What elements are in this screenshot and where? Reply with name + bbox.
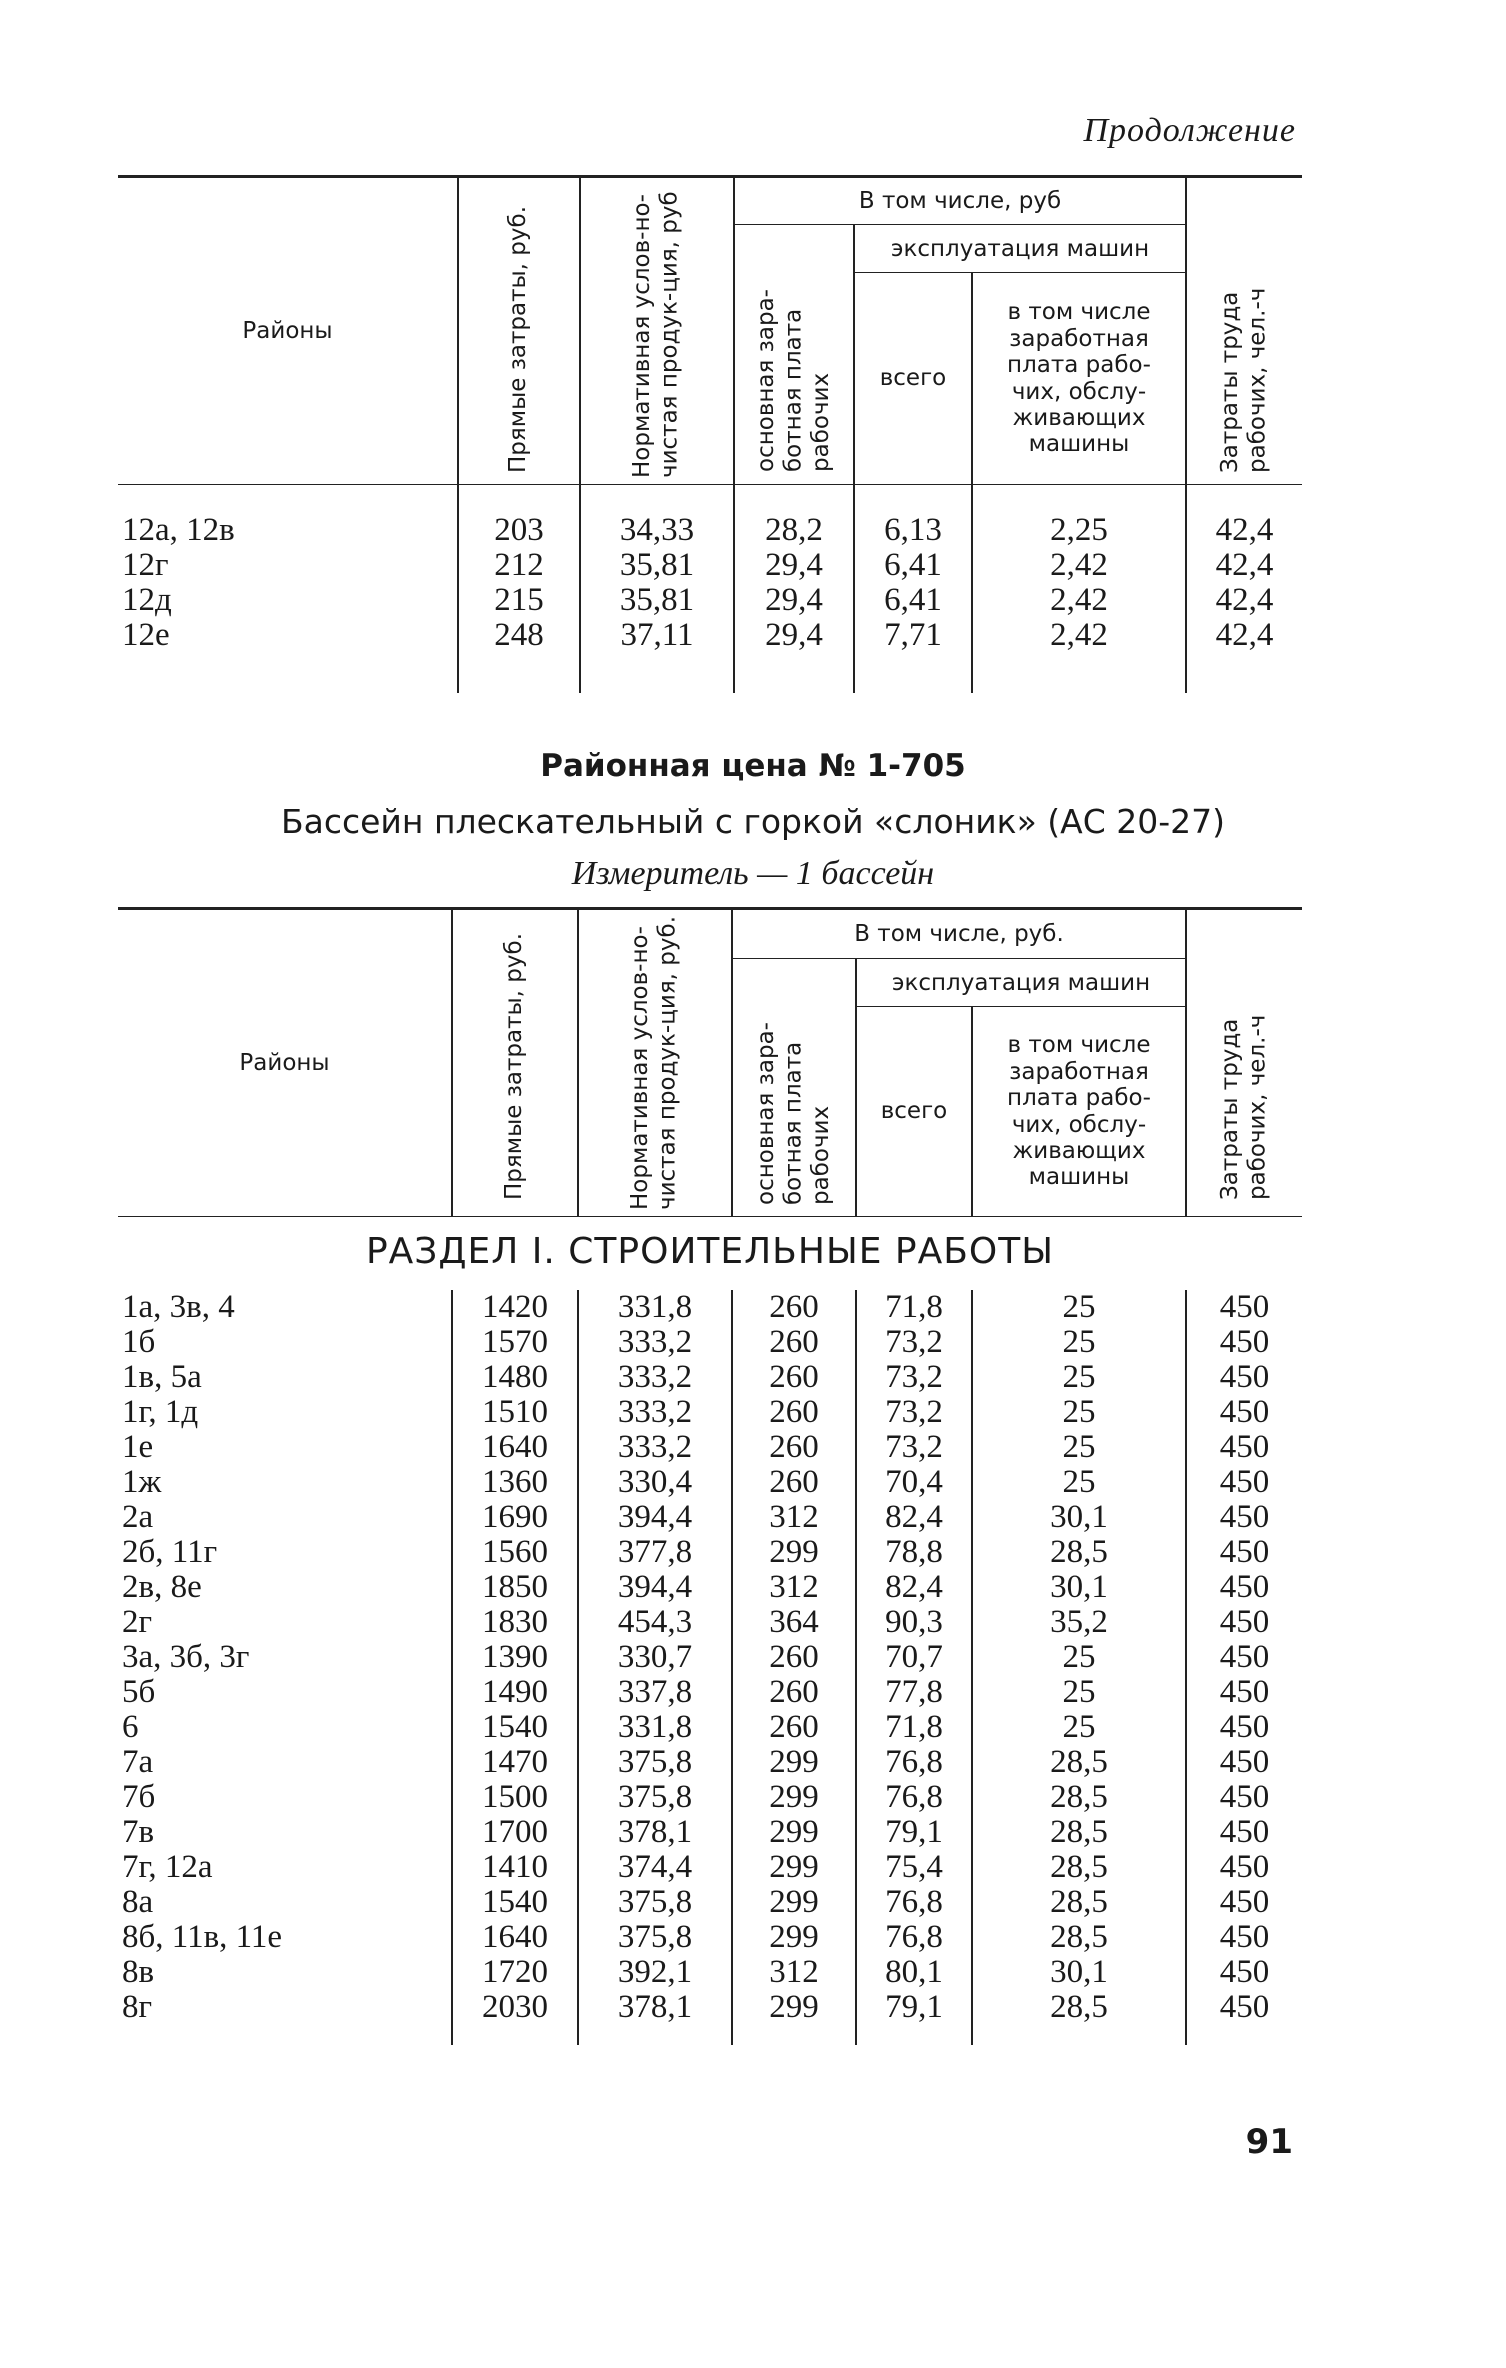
value-cell: 71,8 <box>856 1290 972 1325</box>
value-cell: 1390 <box>452 1640 578 1675</box>
district-cell: 1ж <box>122 1464 162 1500</box>
header-labor-costs: Затраты труда рабочих, чел.-ч <box>1186 909 1302 1217</box>
value-cell: 450 <box>1186 1290 1302 1325</box>
value-cell: 82,4 <box>856 1570 972 1605</box>
value-cell: 394,4 <box>578 1570 732 1605</box>
value-cell: 35,81 <box>580 583 734 618</box>
value-cell: 299 <box>732 1920 856 1955</box>
header-base-wage: основная зара-ботная плата рабочих <box>734 225 854 485</box>
table-row <box>118 1570 1302 1605</box>
value-cell: 299 <box>732 1850 856 1885</box>
value-cell: 374,4 <box>578 1850 732 1885</box>
value-cell: 1690 <box>452 1500 578 1535</box>
value-cell: 1540 <box>452 1885 578 1920</box>
value-cell: 30,1 <box>972 1500 1186 1535</box>
district-cell: 5б <box>122 1674 156 1710</box>
value-cell: 260 <box>732 1675 856 1710</box>
district-cell: 12д <box>122 581 172 618</box>
value-cell: 260 <box>732 1395 856 1430</box>
value-cell: 79,1 <box>856 1815 972 1850</box>
header-direct-costs: Прямые затраты, руб. <box>452 909 578 1217</box>
value-cell: 77,8 <box>856 1675 972 1710</box>
value-cell: 2030 <box>452 1990 578 2025</box>
value-cell: 2,42 <box>972 548 1186 583</box>
district-cell: 7г, 12а <box>122 1849 213 1885</box>
value-cell: 25 <box>972 1290 1186 1325</box>
header-districts: Районы <box>118 909 452 1217</box>
price-subtitle: Бассейн плескательный с горкой «слоник» (АС 20-27) <box>280 802 1226 841</box>
table-row <box>118 1360 1302 1395</box>
value-cell: 76,8 <box>856 1780 972 1815</box>
value-cell: 28,5 <box>972 1535 1186 1570</box>
value-cell: 25 <box>972 1325 1186 1360</box>
value-cell: 454,3 <box>578 1605 732 1640</box>
value-cell: 71,8 <box>856 1710 972 1745</box>
value-cell: 42,4 <box>1186 548 1302 583</box>
value-cell: 450 <box>1186 1360 1302 1395</box>
header-base-wage: основная зара-ботная плата рабочих <box>732 959 856 1217</box>
value-cell: 25 <box>972 1395 1186 1430</box>
value-cell: 333,2 <box>578 1325 732 1360</box>
district-cell: 1а, 3в, 4 <box>122 1289 235 1325</box>
value-cell: 450 <box>1186 1570 1302 1605</box>
page-number: 91 <box>1245 2122 1293 2162</box>
table-row <box>118 1885 1302 1920</box>
district-cell: 2а <box>122 1499 154 1535</box>
value-cell: 34,33 <box>580 513 734 548</box>
header-machine-wage: в том числе заработная плата рабо-чих, обслу-живающих машины <box>972 1007 1186 1217</box>
value-cell: 375,8 <box>578 1780 732 1815</box>
value-cell: 1490 <box>452 1675 578 1710</box>
value-cell: 212 <box>458 548 580 583</box>
table-row <box>118 513 1302 548</box>
header-labor-costs: Затраты труда рабочих, чел.-ч <box>1186 177 1302 485</box>
value-cell: 70,7 <box>856 1640 972 1675</box>
value-cell: 42,4 <box>1186 618 1302 653</box>
value-cell: 37,11 <box>580 618 734 653</box>
district-cell: 1е <box>122 1429 154 1465</box>
value-cell: 260 <box>732 1290 856 1325</box>
district-cell: 3а, 3б, 3г <box>122 1639 250 1675</box>
value-cell: 450 <box>1186 1815 1302 1850</box>
value-cell: 28,5 <box>972 1885 1186 1920</box>
value-cell: 75,4 <box>856 1850 972 1885</box>
value-cell: 2,25 <box>972 513 1186 548</box>
value-cell: 1720 <box>452 1955 578 1990</box>
value-cell: 299 <box>732 1780 856 1815</box>
district-cell: 7в <box>122 1814 155 1850</box>
table-row <box>118 1815 1302 1850</box>
value-cell: 450 <box>1186 1325 1302 1360</box>
value-cell: 82,4 <box>856 1500 972 1535</box>
value-cell: 299 <box>732 1745 856 1780</box>
value-cell: 1700 <box>452 1815 578 1850</box>
table-row <box>118 1325 1302 1360</box>
header-total: всего <box>856 1007 972 1217</box>
value-cell: 1830 <box>452 1605 578 1640</box>
value-cell: 248 <box>458 618 580 653</box>
value-cell: 299 <box>732 1535 856 1570</box>
value-cell: 299 <box>732 1885 856 1920</box>
value-cell: 1360 <box>452 1465 578 1500</box>
value-cell: 6,13 <box>854 513 972 548</box>
value-cell: 450 <box>1186 1395 1302 1430</box>
value-cell: 42,4 <box>1186 583 1302 618</box>
header-including: В том числе, руб <box>734 177 1186 225</box>
value-cell: 260 <box>732 1465 856 1500</box>
district-cell: 12а, 12в <box>122 511 235 548</box>
value-cell: 76,8 <box>856 1885 972 1920</box>
value-cell: 312 <box>732 1570 856 1605</box>
header-machine-wage: в том числе заработная плата рабо-чих, обслу-живающих машины <box>972 273 1186 485</box>
value-cell: 377,8 <box>578 1535 732 1570</box>
table-row <box>118 1500 1302 1535</box>
table-row <box>118 1640 1302 1675</box>
value-cell: 450 <box>1186 1465 1302 1500</box>
table-row <box>118 1465 1302 1500</box>
value-cell: 35,81 <box>580 548 734 583</box>
table-row <box>118 1850 1302 1885</box>
value-cell: 73,2 <box>856 1395 972 1430</box>
header-including: В том числе, руб. <box>732 909 1186 959</box>
table-row <box>118 583 1302 618</box>
table-row <box>118 1605 1302 1640</box>
district-cell: 8б, 11в, 11е <box>122 1919 283 1955</box>
district-price-table-continued <box>118 175 1302 693</box>
value-cell: 80,1 <box>856 1955 972 1990</box>
value-cell: 90,3 <box>856 1605 972 1640</box>
value-cell: 28,5 <box>972 1850 1186 1885</box>
header-total: всего <box>854 273 972 485</box>
value-cell: 1420 <box>452 1290 578 1325</box>
table-row <box>118 548 1302 583</box>
section-title: РАЗДЕЛ I. СТРОИТЕЛЬНЫЕ РАБОТЫ <box>365 1231 1055 1272</box>
value-cell: 1850 <box>452 1570 578 1605</box>
district-cell: 2г <box>122 1604 153 1640</box>
value-cell: 30,1 <box>972 1570 1186 1605</box>
value-cell: 76,8 <box>856 1745 972 1780</box>
value-cell: 79,1 <box>856 1990 972 2025</box>
value-cell: 333,2 <box>578 1360 732 1395</box>
value-cell: 25 <box>972 1710 1186 1745</box>
table-row <box>118 1780 1302 1815</box>
district-cell: 12г <box>122 546 169 583</box>
value-cell: 1480 <box>452 1360 578 1395</box>
value-cell: 450 <box>1186 1990 1302 2025</box>
value-cell: 378,1 <box>578 1990 732 2025</box>
value-cell: 30,1 <box>972 1955 1186 1990</box>
value-cell: 364 <box>732 1605 856 1640</box>
value-cell: 450 <box>1186 1605 1302 1640</box>
district-cell: 7а <box>122 1744 154 1780</box>
value-cell: 375,8 <box>578 1885 732 1920</box>
value-cell: 6,41 <box>854 583 972 618</box>
value-cell: 330,4 <box>578 1465 732 1500</box>
value-cell: 333,2 <box>578 1395 732 1430</box>
value-cell: 312 <box>732 1955 856 1990</box>
value-cell: 260 <box>732 1360 856 1395</box>
value-cell: 450 <box>1186 1710 1302 1745</box>
district-cell: 7б <box>122 1779 156 1815</box>
value-cell: 450 <box>1186 1640 1302 1675</box>
district-cell: 2б, 11г <box>122 1534 218 1570</box>
value-cell: 1470 <box>452 1745 578 1780</box>
value-cell: 1410 <box>452 1850 578 1885</box>
value-cell: 25 <box>972 1675 1186 1710</box>
value-cell: 260 <box>732 1430 856 1465</box>
value-cell: 375,8 <box>578 1920 732 1955</box>
value-cell: 25 <box>972 1465 1186 1500</box>
district-cell: 1в, 5а <box>122 1359 202 1395</box>
value-cell: 299 <box>732 1990 856 2025</box>
header-normative-product: Нормативная услов-но-чистая продук-ция, руб <box>580 177 734 485</box>
value-cell: 375,8 <box>578 1745 732 1780</box>
header-machine-operation: эксплуатация машин <box>854 225 1186 273</box>
value-cell: 331,8 <box>578 1710 732 1745</box>
table-row <box>118 1675 1302 1710</box>
table-row <box>118 1955 1302 1990</box>
value-cell: 1540 <box>452 1710 578 1745</box>
value-cell: 78,8 <box>856 1535 972 1570</box>
table-row <box>118 618 1302 653</box>
value-cell: 70,4 <box>856 1465 972 1500</box>
value-cell: 450 <box>1186 1745 1302 1780</box>
district-cell: 12е <box>122 616 170 653</box>
value-cell: 330,7 <box>578 1640 732 1675</box>
table-row <box>118 1745 1302 1780</box>
header-machine-operation: эксплуатация машин <box>856 959 1186 1007</box>
value-cell: 1570 <box>452 1325 578 1360</box>
meter-label: Измеритель — 1 бассейн <box>571 855 935 892</box>
value-cell: 1510 <box>452 1395 578 1430</box>
value-cell: 203 <box>458 513 580 548</box>
value-cell: 25 <box>972 1360 1186 1395</box>
price-title: Районная цена № 1-705 <box>540 748 966 784</box>
value-cell: 29,4 <box>734 583 854 618</box>
value-cell: 1640 <box>452 1920 578 1955</box>
value-cell: 28,2 <box>734 513 854 548</box>
value-cell: 333,2 <box>578 1430 732 1465</box>
value-cell: 42,4 <box>1186 513 1302 548</box>
header-districts: Районы <box>118 177 458 485</box>
continuation-label: Продолжение <box>1083 112 1296 149</box>
value-cell: 450 <box>1186 1500 1302 1535</box>
value-cell: 450 <box>1186 1780 1302 1815</box>
value-cell: 378,1 <box>578 1815 732 1850</box>
value-cell: 392,1 <box>578 1955 732 1990</box>
value-cell: 331,8 <box>578 1290 732 1325</box>
value-cell: 1500 <box>452 1780 578 1815</box>
value-cell: 450 <box>1186 1955 1302 1990</box>
value-cell: 7,71 <box>854 618 972 653</box>
value-cell: 1560 <box>452 1535 578 1570</box>
value-cell: 28,5 <box>972 1990 1186 2025</box>
value-cell: 260 <box>732 1325 856 1360</box>
value-cell: 260 <box>732 1640 856 1675</box>
value-cell: 450 <box>1186 1850 1302 1885</box>
district-cell: 6 <box>122 1709 139 1745</box>
value-cell: 6,41 <box>854 548 972 583</box>
value-cell: 25 <box>972 1430 1186 1465</box>
value-cell: 28,5 <box>972 1780 1186 1815</box>
value-cell: 450 <box>1186 1885 1302 1920</box>
table-row <box>118 1290 1302 1325</box>
table-row <box>118 1920 1302 1955</box>
value-cell: 25 <box>972 1640 1186 1675</box>
table-row <box>118 1430 1302 1465</box>
district-cell: 2в, 8е <box>122 1569 202 1605</box>
value-cell: 299 <box>732 1815 856 1850</box>
value-cell: 2,42 <box>972 583 1186 618</box>
value-cell: 29,4 <box>734 548 854 583</box>
district-cell: 8а <box>122 1884 154 1920</box>
header-direct-costs: Прямые затраты, руб. <box>458 177 580 485</box>
value-cell: 73,2 <box>856 1430 972 1465</box>
value-cell: 260 <box>732 1710 856 1745</box>
value-cell: 450 <box>1186 1920 1302 1955</box>
district-cell: 1б <box>122 1324 156 1360</box>
value-cell: 1640 <box>452 1430 578 1465</box>
value-cell: 215 <box>458 583 580 618</box>
value-cell: 312 <box>732 1500 856 1535</box>
table-row <box>118 1710 1302 1745</box>
district-cell: 8г <box>122 1989 153 2025</box>
value-cell: 394,4 <box>578 1500 732 1535</box>
header-normative-product: Нормативная услов-но-чистая продук-ция, руб. <box>578 909 732 1217</box>
district-cell: 1г, 1д <box>122 1394 199 1430</box>
value-cell: 450 <box>1186 1675 1302 1710</box>
value-cell: 35,2 <box>972 1605 1186 1640</box>
value-cell: 29,4 <box>734 618 854 653</box>
table-row <box>118 1990 1302 2025</box>
table-row <box>118 1535 1302 1570</box>
district-price-table <box>118 907 1302 2045</box>
value-cell: 450 <box>1186 1430 1302 1465</box>
value-cell: 28,5 <box>972 1920 1186 1955</box>
value-cell: 337,8 <box>578 1675 732 1710</box>
table-row <box>118 1395 1302 1430</box>
value-cell: 2,42 <box>972 618 1186 653</box>
value-cell: 28,5 <box>972 1815 1186 1850</box>
value-cell: 76,8 <box>856 1920 972 1955</box>
district-cell: 8в <box>122 1954 155 1990</box>
value-cell: 73,2 <box>856 1325 972 1360</box>
value-cell: 450 <box>1186 1535 1302 1570</box>
value-cell: 73,2 <box>856 1360 972 1395</box>
value-cell: 28,5 <box>972 1745 1186 1780</box>
